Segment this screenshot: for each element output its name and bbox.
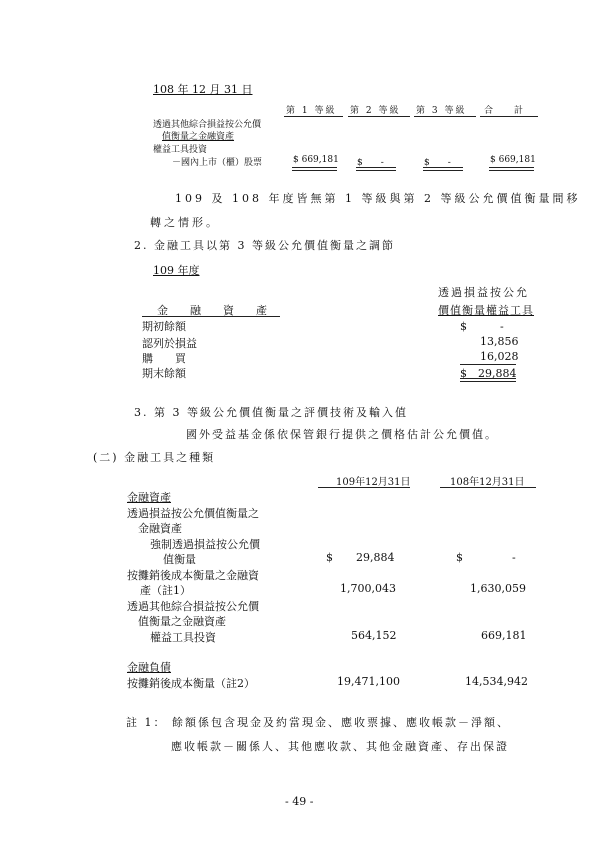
column-header-108: 108年12月31日: [450, 477, 525, 488]
asset-value-108: 1,630,059: [470, 582, 526, 595]
header-level-1: 第 1 等級: [286, 106, 337, 116]
header-underline-total: [480, 116, 538, 117]
header-total: 合 計: [484, 106, 525, 116]
recon-row-value: 13,856: [480, 335, 519, 348]
liability-value-108: 14,534,942: [465, 675, 528, 688]
liability-value-109: 19,471,100: [337, 675, 400, 688]
section-heading: 3. 第 3 等級公允價值衡量之評價技術及輸入值: [134, 406, 408, 419]
column-header-109: 109年12月31日: [336, 477, 411, 488]
double-underline: [489, 167, 534, 171]
paragraph-line: 轉之情形。: [150, 216, 220, 229]
column-header-underline: [440, 487, 536, 488]
row-label: 權益工具投資: [153, 145, 208, 155]
asset-label: 值衡量: [163, 553, 196, 566]
recon-row-label: 期末餘額: [142, 367, 186, 380]
note-line: 應收帳款－關係人、其他應收款、其他金融資產、存出保證: [171, 740, 509, 753]
note-line: 註 1： 餘額係包含現金及約當現金、應收票據、應收帳款－淨額、: [126, 716, 510, 729]
asset-label: 值衡量之金融資產: [138, 615, 226, 628]
section-body: 國外受益基金係依保管銀行提供之價格估計公允價值。: [186, 428, 498, 441]
double-underline: [356, 167, 396, 171]
asset-label: 權益工具投資: [150, 631, 216, 644]
column-header: 透過損益按公允: [438, 286, 529, 299]
asset-label: 透過損益按公允價值衡量之: [127, 507, 259, 520]
label-header-underline: [142, 316, 280, 317]
recon-row-label: 購 買: [142, 352, 186, 365]
header-underline-3: [414, 116, 476, 117]
recon-row-value: $ -: [460, 320, 504, 333]
asset-label: 按攤銷後成本衡量之金融資: [127, 569, 259, 582]
asset-value-109: 29,884: [356, 551, 395, 564]
header-level-2: 第 2 等級: [350, 106, 401, 116]
value-level-3: $ -: [424, 158, 451, 168]
asset-label: 強制透過損益按公允價: [150, 538, 260, 551]
section-heading: 2. 金融工具以第 3 等級公允價值衡量之調節: [134, 239, 395, 252]
header-underline-1: [284, 116, 343, 117]
asset-value-109: 1,700,043: [340, 582, 396, 595]
recon-row-label: 認列於損益: [142, 337, 197, 350]
liabilities-title: 金融負債: [127, 661, 171, 674]
page-number: - 49 -: [285, 795, 314, 808]
asset-value-108: 669,181: [481, 629, 527, 642]
dollar-sign: $: [456, 551, 463, 564]
asset-label: 金融資產: [138, 522, 182, 535]
label-header: 金 融 資 產: [157, 304, 267, 317]
year-label: 109 年度: [153, 264, 200, 277]
value-level-1: $ 669,181: [293, 155, 339, 165]
row-label: 值衡量之金融資產: [162, 132, 235, 142]
header-underline-2: [348, 116, 410, 117]
recon-row-label: 期初餘額: [142, 320, 186, 333]
value-total: $ 669,181: [490, 155, 536, 165]
section-heading: (二) 金融工具之種類: [93, 451, 216, 464]
assets-title: 金融資產: [127, 491, 171, 504]
double-underline: [292, 167, 337, 171]
table-date: 108 年 12 月 31 日: [153, 83, 253, 96]
asset-label: 透過其他綜合損益按公允價: [127, 600, 259, 613]
asset-value-109: 564,152: [351, 629, 397, 642]
asset-label: 產（註1）: [140, 584, 191, 597]
row-label: 透過其他綜合損益按公允價: [153, 120, 262, 130]
dollar-sign: $: [326, 551, 333, 564]
recon-row-value: 16,028: [480, 350, 519, 363]
column-header: 價值衡量權益工具: [438, 304, 534, 317]
header-level-3: 第 3 等級: [416, 106, 467, 116]
column-header-underline: [318, 487, 410, 488]
paragraph-line: 109 及 108 年度皆無第 1 等級與第 2 等級公允價值衡量間移: [175, 192, 581, 205]
double-underline: [423, 167, 463, 171]
recon-row-value: $ 29,884: [460, 367, 517, 380]
asset-value-108: -: [512, 551, 516, 564]
value-level-2: $ -: [357, 158, 384, 168]
row-label: －國內上市（櫃）股票: [172, 158, 263, 168]
total-double-underline: [460, 378, 516, 382]
liability-label: 按攤銷後成本衡量（註2）: [127, 677, 255, 690]
